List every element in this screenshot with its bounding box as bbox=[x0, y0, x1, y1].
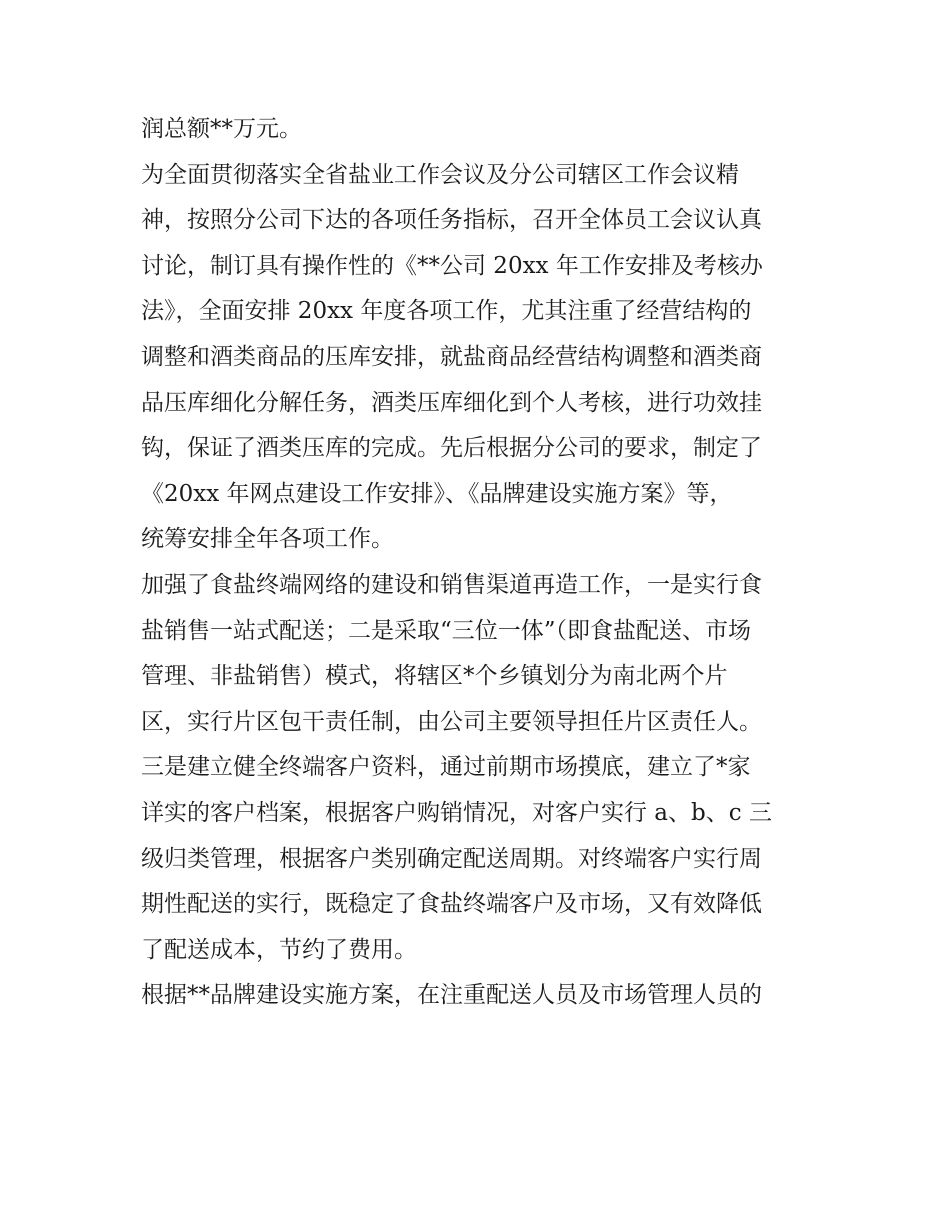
text-line: 加强了食盐终端网络的建设和销售渠道再造工作，一是实行食 bbox=[141, 571, 762, 598]
text-line: 期性配送的实行，既稳定了食盐终端客户及市场，又有效降低 bbox=[141, 891, 762, 918]
text-line: 品压库细化分解任务，酒类压库细化到个人考核，进行功效挂 bbox=[141, 389, 762, 416]
text-line: 区，实行片区包干责任制，由公司主要领导担任片区责任人。 bbox=[141, 708, 762, 735]
text-line: 根据**品牌建设实施方案，在注重配送人员及市场管理人员的 bbox=[141, 982, 762, 1009]
text-line: 了配送成本，节约了费用。 bbox=[141, 936, 417, 963]
text-line: 钩，保证了酒类压库的完成。先后根据分公司的要求，制定了 bbox=[141, 435, 762, 462]
text-line: 讨论，制订具有操作性的《**公司 20xx 年工作安排及考核办 bbox=[141, 252, 763, 279]
text-line: 法》，全面安排 20xx 年度各项工作，尤其注重了经营结构的 bbox=[141, 298, 752, 325]
text-line: 润总额**万元。 bbox=[141, 116, 302, 142]
text-line: 为全面贯彻落实全省盐业工作会议及分公司辖区工作会议精 bbox=[141, 161, 739, 188]
text-line: 统筹安排全年各项工作。 bbox=[141, 526, 394, 553]
text-line: 《20xx 年网点建设工作安排》、《品牌建设实施方案》等， bbox=[141, 480, 733, 507]
text-line: 三是建立健全终端客户资料，通过前期市场摸底，建立了*家 bbox=[141, 754, 751, 781]
text-line: 管理、非盐销售）模式，将辖区*个乡镇划分为南北两个片 bbox=[141, 663, 728, 690]
text-line: 级归类管理，根据客户类别确定配送周期。对终端客户实行周 bbox=[141, 845, 762, 872]
text-line: 调整和酒类商品的压库安排，就盐商品经营结构调整和酒类商 bbox=[141, 343, 762, 370]
text-line: 神，按照分公司下达的各项任务指标，召开全体员工会议认真 bbox=[141, 207, 762, 234]
document-body bbox=[141, 107, 831, 1019]
text-line: 详实的客户档案，根据客户购销情况，对客户实行 a、b、c 三 bbox=[141, 799, 772, 826]
text-line: 盐销售一站式配送；二是采取“三位一体”（即食盐配送、市场 bbox=[141, 617, 752, 644]
